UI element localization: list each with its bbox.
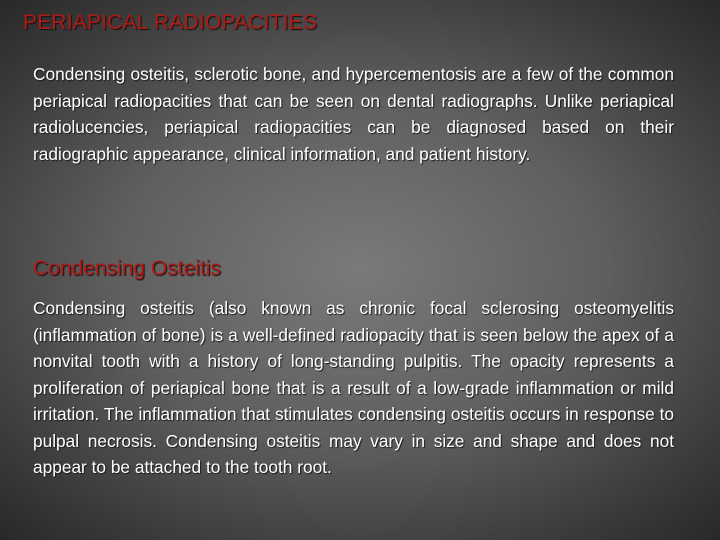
intro-paragraph: Condensing osteitis, sclerotic bone, and hypercementosis are a few of the common periapical radiopacities that can be seen on dental radiographs. Unlike periapical radiolucencies, periapical radiopacities can be diagnosed based on their radiographic appearance, clinical information, and patient history. <box>33 64 674 164</box>
section-heading: Condensing Osteitis <box>33 257 221 280</box>
section-paragraph: Condensing osteitis (also known as chronic focal sclerosing osteomyelitis (inflammation of bone) is a well-defined radiopacity that is seen below the apex of a nonvital tooth with a history of long-standing pulpitis. The opacity represents a proliferation of periapical bone that is a result of a low-grade inflammation or mild irritation. The inflammation that stimulates condensing osteitis occurs in response to pulpal necrosis. Condensing osteitis may vary in size and shape and does not appear to be attached to the tooth root. <box>33 298 674 477</box>
slide-title: PERIAPICAL RADIOPACITIES <box>23 11 318 34</box>
